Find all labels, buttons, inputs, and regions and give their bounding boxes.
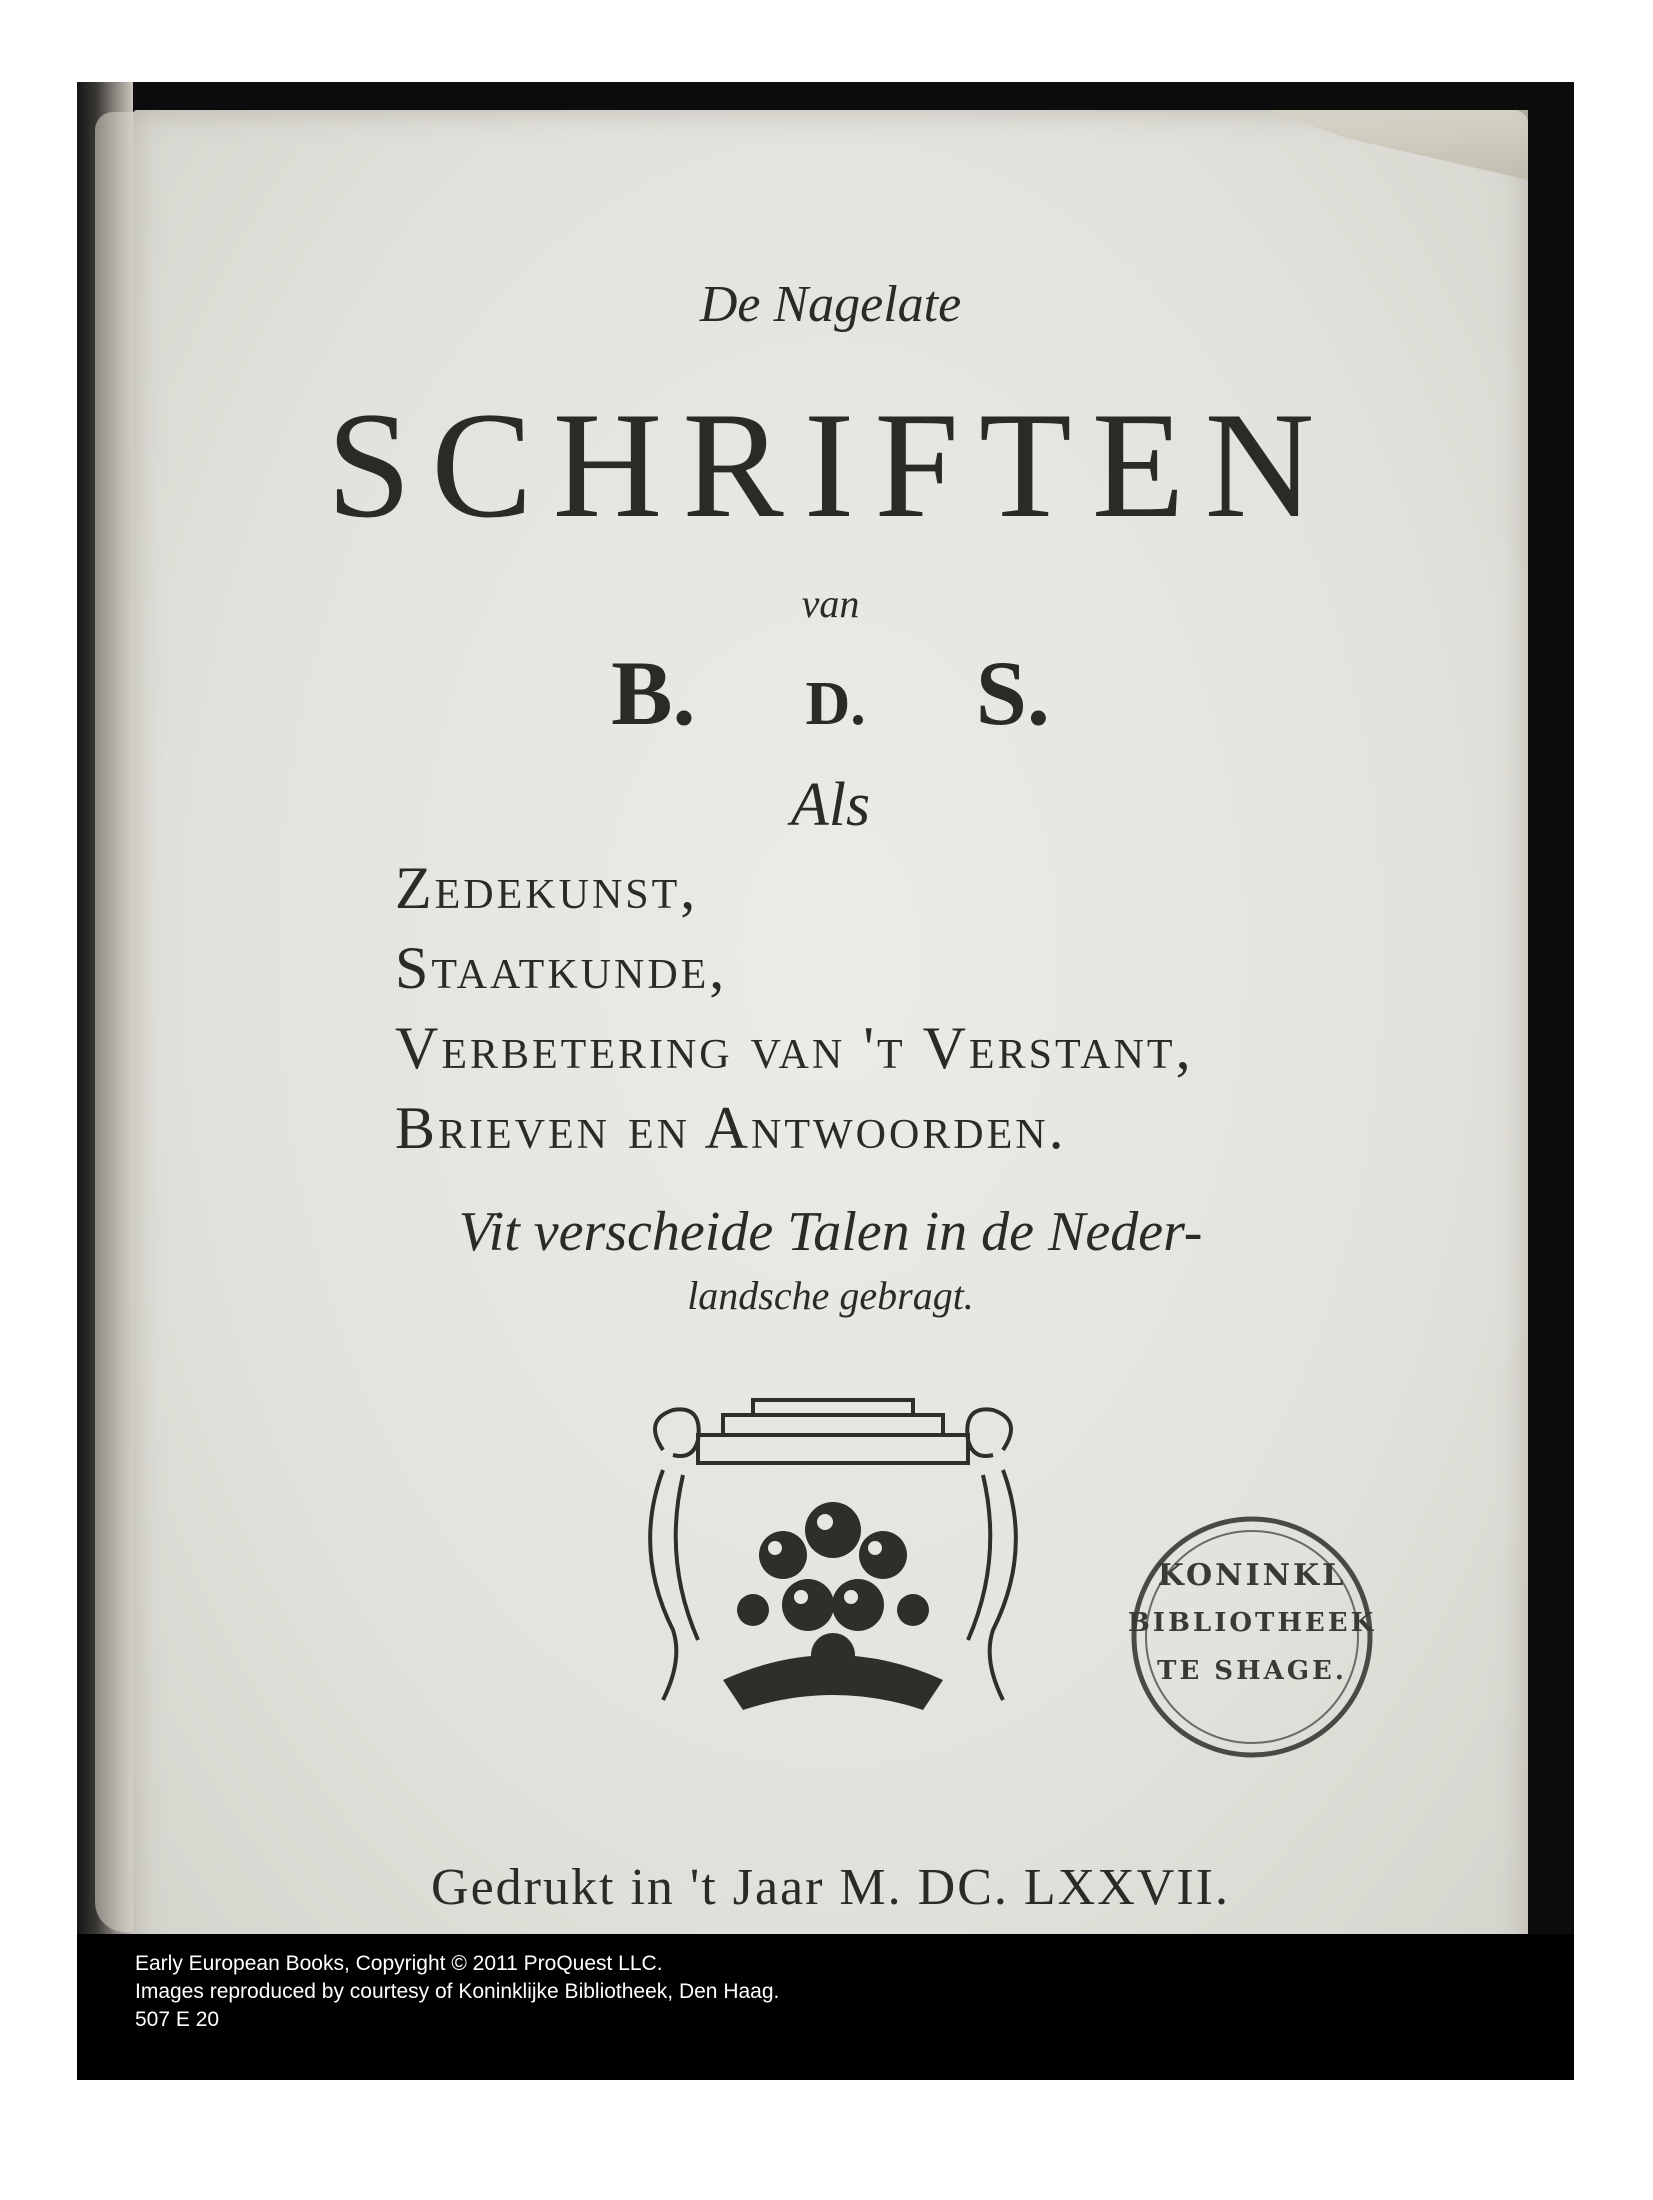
stamp-line3: TE SHAGE. [1157, 1656, 1347, 1686]
page-curl [1268, 110, 1528, 180]
credit-courtesy: Images reproduced by courtesy of Koninklijke Bibliotheek, Den Haag. [135, 1980, 780, 2003]
title-page [133, 110, 1528, 1980]
imprint-line: Gedrukt in 't Jaar M. DC. LXXVII. [431, 1859, 1230, 1916]
initial-b: B. [611, 642, 696, 744]
printers-ornament-woodcut [603, 1380, 1063, 1740]
work-item: Brieven en Antwoorden. [395, 1095, 1067, 1161]
initial-s: S. [975, 642, 1050, 744]
works-list [395, 848, 1194, 1168]
credit-shelfmark: 507 E 20 [135, 2008, 220, 2031]
credit-bar [77, 1934, 1574, 2080]
work-item: Staatkunde, [395, 935, 728, 1001]
initial-d: D. [805, 670, 866, 738]
author-initials [133, 640, 1528, 746]
scan-frame [77, 82, 1574, 2080]
translated-note-line2: landsche gebragt. [687, 1273, 974, 1318]
stamp-line2: BIBLIOTHEEK [1127, 1608, 1377, 1638]
van-line: van [801, 581, 860, 626]
als-line: Als [790, 771, 871, 839]
work-item: Zedekunst, [395, 855, 699, 921]
credit-copyright: Early European Books, Copyright © 2011 ProQuest LLC. [135, 1952, 663, 1975]
library-stamp-text [1123, 1508, 1381, 1766]
work-item: Verbetering van 't Verstant, [395, 1015, 1194, 1081]
translated-note-line1: Vit verscheide Talen in de Neder- [458, 1201, 1203, 1263]
main-title: SCHRIFTEN [326, 381, 1335, 549]
pre-title: De Nagelate [699, 276, 962, 333]
stamp-line1: KONINKL [1157, 1558, 1347, 1593]
